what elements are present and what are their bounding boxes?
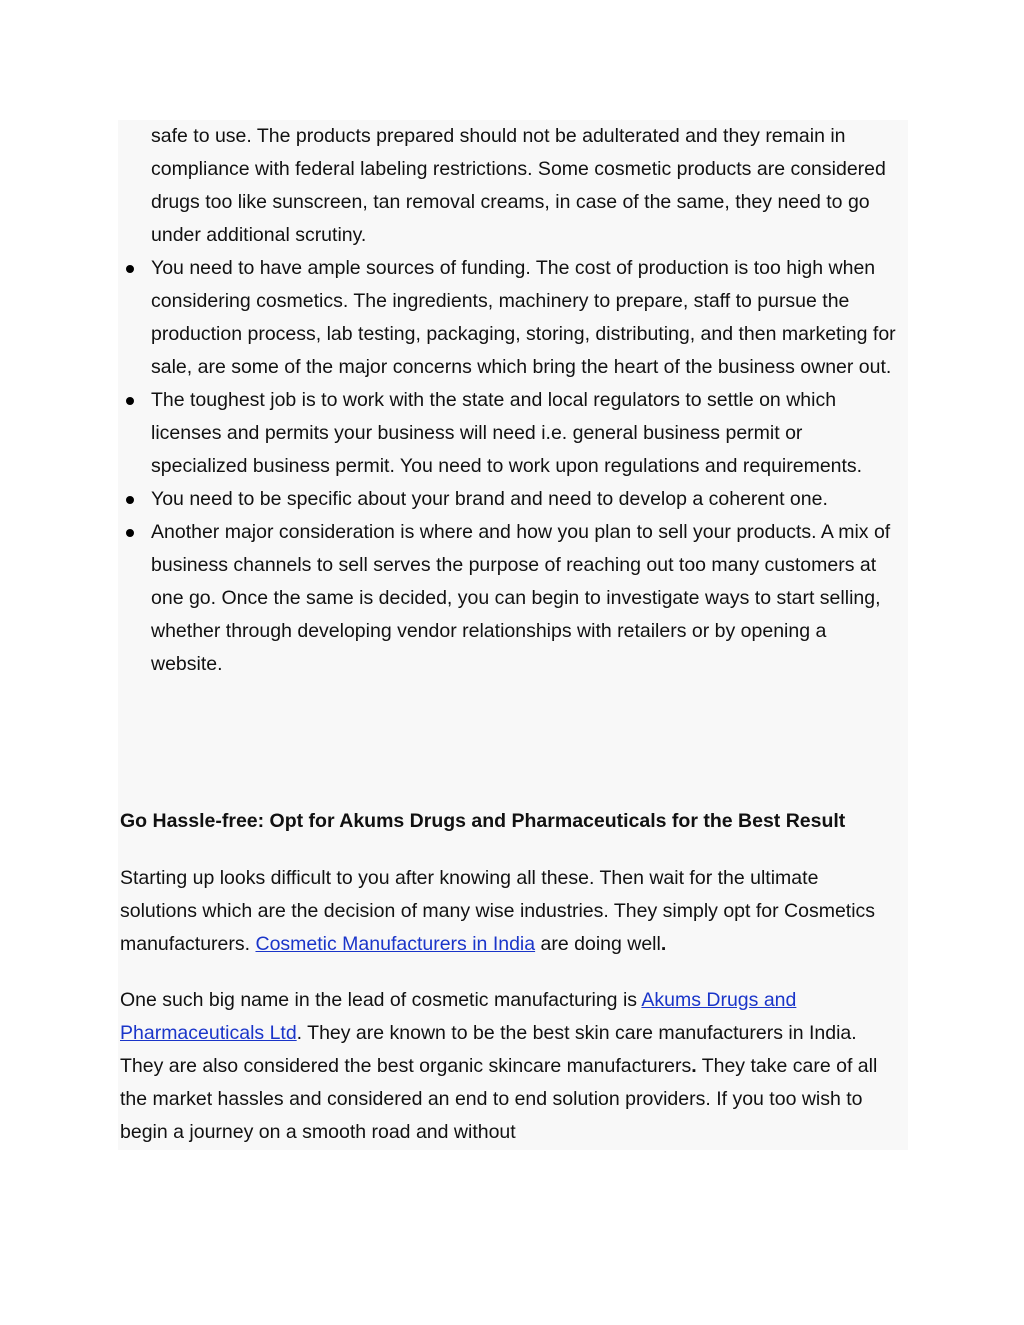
bullet-text: You need to have ample sources of funding. The cost of production is too high when considering cosmetics. The ingredients, machinery to prepare, staff to pursue the production process, lab testing, packaging, storing, distributing, and then marketing for sale, are some of the major concerns which bring the heart of the business owner out. — [151, 257, 896, 378]
bullet-list — [118, 252, 901, 681]
continuation-paragraph: safe to use. The products prepared should not be adulterated and they remain in compliance with federal labeling restrictions. Some cosmetic products are considered drugs too like sunscreen, tan removal creams, in case of the same, they need to go under additional scrutiny. — [151, 125, 886, 246]
bullet-text: You need to be specific about your brand and need to develop a coherent one. — [151, 488, 828, 510]
akums-link[interactable]: Akums Drugs and Pharmaceuticals Ltd — [120, 989, 797, 1044]
paragraph-text: . — [660, 933, 667, 955]
cosmetic-manufacturers-link[interactable]: Cosmetic Manufacturers in India — [255, 933, 536, 955]
paragraph-text: . — [691, 1055, 697, 1077]
list-item — [118, 483, 901, 516]
paragraph-text: Starting up looks difficult to you after knowing all these. Then wait for the ultimate solutions which are the decision of many wise industries. They simply opt for Cosmetics manufacturers. — [120, 867, 876, 955]
paragraph-text: are doing well — [535, 933, 661, 955]
intro-paragraph — [120, 862, 900, 961]
bullet-icon — [126, 265, 134, 273]
paragraph-text: One such big name in the lead of cosmetic manufacturing is — [120, 989, 642, 1011]
list-item — [118, 516, 901, 681]
section-heading: Go Hassle-free: Opt for Akums Drugs and Pharmaceuticals for the Best Result — [120, 810, 846, 832]
bullet-icon — [126, 397, 134, 405]
list-item — [118, 252, 901, 384]
bullet-text: The toughest job is to work with the state and local regulators to settle on which licenses and permits your business will need i.e. general business permit or specialized business permit. You need to work upon regulations and requirements. — [151, 389, 863, 477]
list-item — [118, 384, 901, 483]
bullet-text: Another major consideration is where and how you plan to sell your products. A mix of business channels to sell serves the purpose of reaching out too many customers at one go. Once the same is decided, you can begin to investigate ways to start selling, whether through developing vendor relationships with retailers or by opening a website. — [151, 521, 891, 675]
paragraph-text: They take care of all the market hassles and considered an end to end solution providers. If you too wish to begin a journey on a smooth road and without — [120, 1055, 878, 1143]
bullet-icon — [126, 529, 134, 537]
paragraph-text: . They are known to be the best skin care manufacturers in India. They are also considered the best organic skincare manufacturers — [120, 1022, 857, 1077]
bullet-icon — [126, 496, 134, 504]
akums-paragraph — [120, 984, 900, 1149]
